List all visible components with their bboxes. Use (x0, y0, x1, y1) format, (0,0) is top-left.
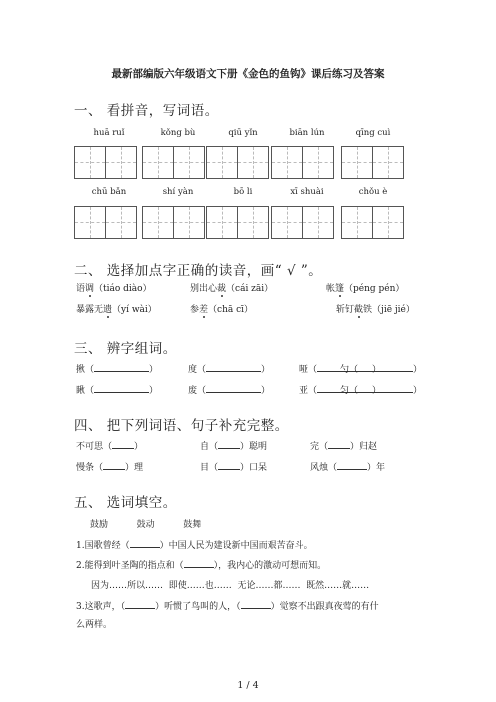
word-options: 鼓励 鼓动 鼓舞 (90, 520, 202, 530)
writing-grid[interactable] (341, 206, 404, 239)
question-2: 2.能得到叶圣陶的指点和（ ），我内心的激动可想而知。 (76, 561, 327, 571)
section-3-heading: 三、 辨字组词。 (74, 341, 177, 357)
word-group-item: 匀（ ） (340, 386, 423, 396)
pinyin: kǒng bù (160, 128, 196, 138)
answer-blank[interactable] (206, 384, 261, 393)
word-group-item: 瞅（ ） (76, 386, 159, 396)
dotted-char: 篷 (335, 284, 345, 294)
word-group-item: 废（ ） (188, 386, 271, 396)
reading-item: 别出心裁（cái zāi） (190, 284, 274, 294)
answer-blank[interactable] (358, 384, 413, 393)
page-title: 最新部编版六年级语文下册《金色的鱼钩》课后练习及答案 (111, 68, 385, 80)
answer-blank[interactable] (125, 600, 155, 609)
word-group-item: 哑（ ） (299, 365, 382, 375)
writing-grid[interactable] (142, 206, 205, 239)
answer-blank[interactable] (103, 461, 125, 470)
writing-grid[interactable] (206, 206, 269, 239)
pinyin: bō li (233, 187, 253, 197)
writing-grid[interactable] (206, 146, 269, 179)
reading-item: 参差（chā cī） (190, 305, 254, 315)
pinyin: huā ruǐ (93, 128, 125, 138)
answer-blank[interactable] (184, 559, 214, 568)
pinyin: xī shuài (290, 187, 324, 197)
word-group-item: 度（ ） (188, 365, 271, 375)
answer-blank[interactable] (328, 440, 350, 449)
dotted-char: 调 (85, 284, 95, 294)
reading-item: 语调（tiáo diào） (76, 284, 152, 294)
idiom-item: 慢条（ ）理 (76, 463, 144, 473)
idiom-item: 风烛（ ）年 (310, 463, 386, 473)
answer-blank[interactable] (112, 440, 134, 449)
answer-blank[interactable] (130, 539, 160, 548)
dotted-char: 遗 (103, 305, 113, 315)
answer-blank[interactable] (337, 461, 367, 470)
pinyin: shí yàn (162, 187, 194, 197)
writing-grid[interactable] (271, 146, 334, 179)
word-group-item: 揪（ ） (76, 365, 159, 375)
pinyin: biān lún (289, 128, 325, 138)
question-3: 3.这歌声，（ ）听惯了鸟叫的人，（ ）觉察不出跟真夜莺的有什 (76, 602, 379, 612)
dotted-char: 差 (199, 305, 209, 315)
section-4-heading: 四、 把下列词语、句子补充完整。 (74, 418, 289, 434)
conjunction-options: 因为……所以…… 即使……也…… 无论……都…… 既然……就…… (91, 581, 370, 591)
answer-blank[interactable] (241, 600, 271, 609)
dotted-char: 裁 (217, 284, 227, 294)
word-group-item: 勺（ ） (340, 365, 423, 375)
page-number: 1 / 4 (237, 680, 259, 691)
pinyin: qīng cuì (355, 128, 391, 138)
reading-item: 斩钉截铁（jiē jié） (336, 305, 415, 315)
section-2-heading: 二、 选择加点字正确的读音，画“ √ ”。 (74, 263, 323, 279)
idiom-item: 完（ ）归赵 (310, 442, 378, 452)
word-group-item: 亚（ ） (299, 386, 382, 396)
writing-grid[interactable] (74, 146, 137, 179)
answer-blank[interactable] (218, 461, 240, 470)
question-3-continued: 么两样。 (76, 620, 113, 630)
writing-grid[interactable] (74, 206, 137, 239)
pinyin: chū bǎn (91, 187, 127, 197)
section-1-heading: 一、 看拼音，写词语。 (74, 103, 219, 119)
section-5-heading: 五、 选词填空。 (74, 495, 177, 511)
answer-blank[interactable] (218, 440, 240, 449)
idiom-item: 不可思（ ） (76, 442, 144, 452)
reading-item: 暴露无遗（yí wài） (76, 305, 157, 315)
dotted-char: 截 (354, 305, 364, 315)
pinyin: chǒu è (358, 187, 388, 197)
writing-grid[interactable] (271, 206, 334, 239)
answer-blank[interactable] (358, 363, 413, 372)
idiom-item: 自（ ）聪明 (200, 442, 268, 452)
idiom-item: 目（ ）口呆 (200, 463, 268, 473)
answer-blank[interactable] (94, 384, 149, 393)
writing-grid[interactable] (142, 146, 205, 179)
writing-grid[interactable] (341, 146, 404, 179)
answer-blank[interactable] (206, 363, 261, 372)
reading-item: 帐篷（péng pén） (326, 284, 405, 294)
question-1: 1.国歌曾经（ ）中国人民为建设新中国而艰苦奋斗。 (76, 541, 313, 551)
pinyin: qiū yǐn (228, 128, 258, 138)
answer-blank[interactable] (94, 363, 149, 372)
